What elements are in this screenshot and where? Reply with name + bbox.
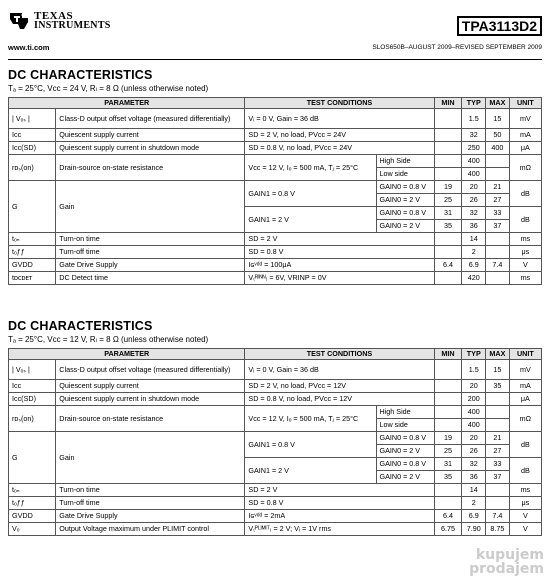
unit-cell: V — [509, 259, 541, 272]
watermark-line1: kupujem — [475, 547, 544, 563]
header-parameter: PARAMETER — [9, 98, 245, 109]
max-value — [486, 246, 510, 259]
min-value: 35 — [434, 471, 462, 484]
table-row — [9, 360, 542, 380]
parameter-cell: Class-D output offset voltage (measured differentially) — [56, 109, 245, 129]
typ-value: 400 — [462, 155, 486, 168]
min-value: 25 — [434, 194, 462, 207]
unit-cell: dB — [509, 458, 541, 484]
typ-value: 200 — [462, 393, 486, 406]
table-row — [9, 523, 542, 536]
test-condition-cell: Vᴄᴄ = 12 V, Iₒ = 500 mA, Tⱼ = 25°C — [245, 155, 376, 181]
parameter-cell: Class-D output offset voltage (measured differentially) — [56, 360, 245, 380]
max-value — [486, 233, 510, 246]
header-test-conditions: TEST CONDITIONS — [245, 98, 434, 109]
test-condition-cell: SD = 0.8 V — [245, 246, 434, 259]
parameter-cell: Gate Drive Supply — [56, 259, 245, 272]
document-reference: SLOS650B–AUGUST 2009–REVISED SEPTEMBER 2009 — [372, 44, 542, 51]
test-condition-cell: SD = 2 V, no load, PVᴄᴄ = 12V — [245, 380, 434, 393]
min-value: 31 — [434, 458, 462, 471]
header-parameter: PARAMETER — [9, 349, 245, 360]
table-row — [9, 142, 542, 155]
header-max: MAX — [486, 98, 510, 109]
max-value: 27 — [486, 445, 510, 458]
symbol-cell: tₒₙ — [9, 484, 56, 497]
test-condition-cell: SD = 0.8 V, no load, PVᴄᴄ = 12V — [245, 393, 434, 406]
typ-value: 7.90 — [462, 523, 486, 536]
watermark — [469, 548, 544, 576]
unit-cell: dB — [509, 181, 541, 207]
sub-condition-cell: Low side — [376, 419, 434, 432]
symbol-cell: tₒƒƒ — [9, 246, 56, 259]
test-condition-cell: GAIN1 = 0.8 V — [245, 432, 376, 458]
table-row — [9, 155, 542, 168]
max-value — [486, 272, 510, 285]
parameter-cell: Turn-off time — [56, 497, 245, 510]
symbol-cell: rᴅₛ(on) — [9, 155, 56, 181]
section-conditions: Tₐ = 25°C, Vᴄᴄ = 12 V, Rₗ = 8 Ω (unless otherwise noted) — [8, 335, 209, 344]
min-value — [434, 497, 462, 510]
min-value — [434, 406, 462, 419]
unit-cell: dB — [509, 432, 541, 458]
typ-value: 32 — [462, 129, 486, 142]
test-condition-cell: SD = 0.8 V — [245, 497, 434, 510]
min-value — [434, 272, 462, 285]
test-condition-cell: GAIN1 = 2 V — [245, 207, 376, 233]
parameter-cell: Quiescent supply current — [56, 129, 245, 142]
table-row — [9, 181, 542, 194]
test-condition-cell: Iɢᵛᵈᵈ = 100μA — [245, 259, 434, 272]
max-value — [486, 406, 510, 419]
company-name-line1: TEXAS — [34, 10, 74, 22]
header-test-conditions: TEST CONDITIONS — [245, 349, 434, 360]
unit-cell: V — [509, 510, 541, 523]
min-value: 6.75 — [434, 523, 462, 536]
page-header — [8, 8, 542, 52]
max-value: 37 — [486, 220, 510, 233]
table-header-row — [9, 349, 542, 360]
table-row — [9, 406, 542, 419]
min-value — [434, 142, 462, 155]
typ-value: 400 — [462, 168, 486, 181]
unit-cell: dB — [509, 207, 541, 233]
max-value: 15 — [486, 360, 510, 380]
website-link[interactable]: www.ti.com — [8, 43, 50, 52]
ti-logo — [8, 10, 111, 32]
typ-value: 32 — [462, 207, 486, 220]
max-value: 50 — [486, 129, 510, 142]
unit-cell: ms — [509, 272, 541, 285]
sub-condition-cell: High Side — [376, 406, 434, 419]
unit-cell: μs — [509, 246, 541, 259]
test-condition-cell: Vᵢ = 0 V, Gain = 36 dB — [245, 109, 434, 129]
typ-value: 420 — [462, 272, 486, 285]
unit-cell: ms — [509, 484, 541, 497]
sub-condition-cell: Low side — [376, 168, 434, 181]
ti-logo-icon — [8, 10, 30, 32]
min-value — [434, 246, 462, 259]
sub-condition-cell: GAIN0 = 2 V — [376, 471, 434, 484]
min-value — [434, 393, 462, 406]
max-value: 15 — [486, 109, 510, 129]
sub-condition-cell: GAIN0 = 2 V — [376, 445, 434, 458]
unit-cell: ms — [509, 233, 541, 246]
min-value: 25 — [434, 445, 462, 458]
typ-value: 250 — [462, 142, 486, 155]
min-value — [434, 233, 462, 246]
header-divider — [8, 59, 542, 60]
test-condition-cell: Iɢᵛᵈᵈ = 2mA — [245, 510, 434, 523]
test-condition-cell: SD = 0.8 V, no load, PVᴄᴄ = 24V — [245, 142, 434, 155]
test-condition-cell: Vᵢ = 0 V, Gain = 36 dB — [245, 360, 434, 380]
watermark-line2: prodajem — [469, 561, 544, 577]
max-value: 21 — [486, 432, 510, 445]
symbol-cell: GVDD — [9, 510, 56, 523]
test-condition-cell: GAIN1 = 0.8 V — [245, 181, 376, 207]
symbol-cell: tₒₙ — [9, 233, 56, 246]
parameter-cell: Turn-off time — [56, 246, 245, 259]
symbol-cell: Vₒ — [9, 523, 56, 536]
max-value: 27 — [486, 194, 510, 207]
typ-value: 26 — [462, 445, 486, 458]
symbol-cell: G — [9, 432, 56, 484]
unit-cell: mV — [509, 360, 541, 380]
header-unit: UNIT — [509, 98, 541, 109]
table-header-row — [9, 98, 542, 109]
symbol-cell: Iᴄᴄ — [9, 129, 56, 142]
max-value: 400 — [486, 142, 510, 155]
typ-value: 20 — [462, 432, 486, 445]
test-condition-cell: SD = 2 V — [245, 484, 434, 497]
symbol-cell: rᴅₛ(on) — [9, 406, 56, 432]
test-condition-cell: SD = 2 V, no load, PVᴄᴄ = 24V — [245, 129, 434, 142]
unit-cell: mΩ — [509, 406, 541, 432]
parameter-cell: Turn-on time — [56, 233, 245, 246]
parameter-cell: Quiescent supply current in shutdown mode — [56, 142, 245, 155]
sub-condition-cell: GAIN0 = 2 V — [376, 220, 434, 233]
max-value: 37 — [486, 471, 510, 484]
table-row — [9, 246, 542, 259]
min-value: 6.4 — [434, 259, 462, 272]
typ-value: 400 — [462, 406, 486, 419]
unit-cell: μs — [509, 497, 541, 510]
part-number: TPA3113D2 — [457, 16, 542, 36]
parameter-cell: Drain-source on-state resistance — [56, 155, 245, 181]
max-value: 7.4 — [486, 510, 510, 523]
min-value — [434, 419, 462, 432]
dc-characteristics-24v-section — [8, 68, 542, 285]
typ-value: 36 — [462, 220, 486, 233]
typ-value: 14 — [462, 233, 486, 246]
section-title: DC CHARACTERISTICS — [8, 68, 153, 82]
max-value — [486, 419, 510, 432]
section-title: DC CHARACTERISTICS — [8, 319, 153, 333]
parameter-cell: Gain — [56, 181, 245, 233]
header-typ: TYP — [462, 98, 486, 109]
table-row — [9, 432, 542, 445]
min-value — [434, 129, 462, 142]
max-value — [486, 168, 510, 181]
unit-cell: V — [509, 523, 541, 536]
max-value: 7.4 — [486, 259, 510, 272]
parameter-cell: Quiescent supply current — [56, 380, 245, 393]
symbol-cell: | Vₒₛ | — [9, 109, 56, 129]
unit-cell: mV — [509, 109, 541, 129]
typ-value: 20 — [462, 380, 486, 393]
symbol-cell: tᴅᴄᴅᴇᴛ — [9, 272, 56, 285]
sub-condition-cell: GAIN0 = 0.8 V — [376, 181, 434, 194]
min-value: 35 — [434, 220, 462, 233]
symbol-cell: | Vₒₛ | — [9, 360, 56, 380]
parameter-cell: Quiescent supply current in shutdown mode — [56, 393, 245, 406]
typ-value: 2 — [462, 497, 486, 510]
header-min: MIN — [434, 349, 462, 360]
max-value: 35 — [486, 380, 510, 393]
parameter-cell: DC Detect time — [56, 272, 245, 285]
table-row — [9, 497, 542, 510]
min-value: 19 — [434, 181, 462, 194]
typ-value: 2 — [462, 246, 486, 259]
table-row — [9, 510, 542, 523]
sub-condition-cell: GAIN0 = 0.8 V — [376, 458, 434, 471]
table-row — [9, 109, 542, 129]
typ-value: 26 — [462, 194, 486, 207]
unit-cell: mA — [509, 129, 541, 142]
min-value — [434, 168, 462, 181]
unit-cell: mA — [509, 380, 541, 393]
test-condition-cell: Vᴄᴄ = 12 V, Iₒ = 500 mA, Tⱼ = 25°C — [245, 406, 376, 432]
sub-condition-cell: GAIN0 = 2 V — [376, 194, 434, 207]
typ-value: 400 — [462, 419, 486, 432]
min-value — [434, 155, 462, 168]
max-value: 21 — [486, 181, 510, 194]
max-value — [486, 497, 510, 510]
min-value — [434, 109, 462, 129]
dc-characteristics-12v-section — [8, 319, 542, 536]
header-typ: TYP — [462, 349, 486, 360]
symbol-cell: GVDD — [9, 259, 56, 272]
min-value — [434, 380, 462, 393]
unit-cell: mΩ — [509, 155, 541, 181]
max-value: 33 — [486, 207, 510, 220]
table-row — [9, 272, 542, 285]
test-condition-cell: GAIN1 = 2 V — [245, 458, 376, 484]
max-value — [486, 393, 510, 406]
unit-cell: μA — [509, 142, 541, 155]
header-unit: UNIT — [509, 349, 541, 360]
typ-value: 20 — [462, 181, 486, 194]
symbol-cell: Iᴄᴄ(SD) — [9, 142, 56, 155]
min-value: 19 — [434, 432, 462, 445]
header-max: MAX — [486, 349, 510, 360]
typ-value: 36 — [462, 471, 486, 484]
table-row — [9, 484, 542, 497]
test-condition-cell: V₍ᴿᴵᴺᴺ₎ = 6V, VRINP = 0V — [245, 272, 434, 285]
typ-value: 1.5 — [462, 109, 486, 129]
parameter-cell: Gain — [56, 432, 245, 484]
symbol-cell: tₒƒƒ — [9, 497, 56, 510]
typ-value: 6.9 — [462, 510, 486, 523]
min-value: 6.4 — [434, 510, 462, 523]
test-condition-cell: SD = 2 V — [245, 233, 434, 246]
typ-value: 14 — [462, 484, 486, 497]
typ-value: 6.9 — [462, 259, 486, 272]
characteristics-table — [8, 97, 542, 285]
header-min: MIN — [434, 98, 462, 109]
table-row — [9, 233, 542, 246]
typ-value: 1.5 — [462, 360, 486, 380]
sub-condition-cell: High Side — [376, 155, 434, 168]
table-row — [9, 380, 542, 393]
table-row — [9, 129, 542, 142]
max-value — [486, 484, 510, 497]
table-row — [9, 393, 542, 406]
table-row — [9, 259, 542, 272]
symbol-cell: Iᴄᴄ(SD) — [9, 393, 56, 406]
section-conditions: Tₐ = 25°C, Vᴄᴄ = 24 V, Rₗ = 8 Ω (unless otherwise noted) — [8, 84, 209, 93]
characteristics-table — [8, 348, 542, 536]
company-name-line2: INSTRUMENTS — [34, 20, 111, 31]
min-value: 31 — [434, 207, 462, 220]
max-value — [486, 155, 510, 168]
test-condition-cell: V₍ᴾᴸᴵᴹᴵᵀ₎ = 2 V; Vᵢ = 1V rms — [245, 523, 434, 536]
min-value — [434, 360, 462, 380]
min-value — [434, 484, 462, 497]
parameter-cell: Gate Drive Supply — [56, 510, 245, 523]
unit-cell: μA — [509, 393, 541, 406]
sub-condition-cell: GAIN0 = 0.8 V — [376, 207, 434, 220]
typ-value: 32 — [462, 458, 486, 471]
max-value: 33 — [486, 458, 510, 471]
sub-condition-cell: GAIN0 = 0.8 V — [376, 432, 434, 445]
symbol-cell: G — [9, 181, 56, 233]
parameter-cell: Turn-on time — [56, 484, 245, 497]
max-value: 8.75 — [486, 523, 510, 536]
parameter-cell: Drain-source on-state resistance — [56, 406, 245, 432]
symbol-cell: Iᴄᴄ — [9, 380, 56, 393]
parameter-cell: Output Voltage maximum under PLIMIT control — [56, 523, 245, 536]
